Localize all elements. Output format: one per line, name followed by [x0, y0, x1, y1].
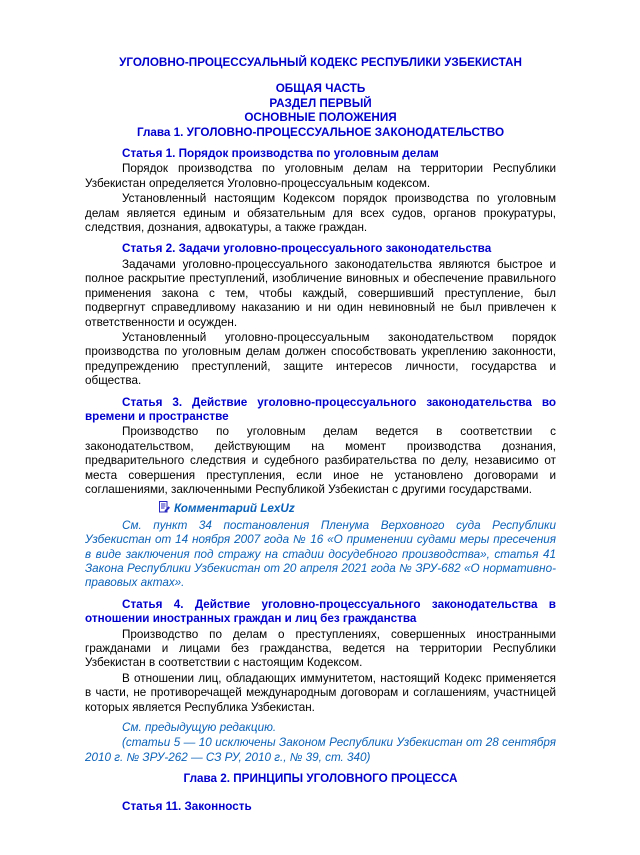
chapter-2-heading: Глава 2. ПРИНЦИПЫ УГОЛОВНОГО ПРОЦЕССА: [183, 772, 458, 786]
article-2-heading: Статья 2. Задачи уголовно-процессуального законодательства: [122, 242, 492, 256]
excluded-articles-note-link[interactable]: (статьи 5 — 10 исключены Законом Республики Узбекистан от 28 сентября 2010 г. № ЗРУ-262 — СЗ РУ, 2010 г., № 39, ст. 340): [85, 736, 556, 764]
article-2-paragraph-2: Установленный уголовно-процессуальным законодательством порядок производства по уголовным делам должен способствовать укреплению законности, предупреждению преступлений, защите интересов личности, государства и общества.: [85, 330, 556, 388]
article-1-paragraph-2: Установленный настоящим Кодексом порядок производства по уголовным делам является единым и обязательным для всех судов, органов прокуратуры, следствия, дознания, адвокатуры, а также граждан.: [85, 192, 556, 235]
article-4-paragraph-1: Производство по делам о преступлениях, совершенных иностранными гражданами и лицами без гражданства, ведется на территории Республики Узбекистан в соответствии с настоящим Кодексом.: [85, 627, 556, 670]
section-title-heading: ОСНОВНЫЕ ПОЛОЖЕНИЯ: [244, 111, 397, 125]
comment-citation-link[interactable]: См. пункт 34 постановления Пленума Верховного суда Республики Узбекистан от 14 ноября 2007 года № 16 «О применении судами меры пресечения в виде заключения под стражу на стадии досудебного производства», статья 41 Закона Республики Узбекистан от 20 апреля 2021 года № ЗРУ-682 «О нормативно-правовых актах».: [85, 518, 556, 590]
article-2-paragraph-1: Задачами уголовно-процессуального законодательства являются быстрое и полное раскрытие преступлений, изобличение виновных и обеспечение правильного применения закона с тем, чтобы каждый, совершивший преступление, был подвергнут справедливому наказанию и ни один невиновный не был привлечен к ответственности и осужден.: [85, 257, 556, 329]
see-previous-revision-link[interactable]: См. предыдущую редакцию.: [122, 721, 277, 735]
comment-label-text: Комментарий LexUz: [174, 502, 295, 516]
comment-note-icon: [122, 501, 170, 517]
article-4-paragraph-2: В отношении лиц, обладающих иммунитетом, настоящий Кодекс применяется в части, не противоречащей международным договорам и соглашениям, участницей которых является Республика Узбекистан.: [85, 671, 556, 714]
article-4-heading: Статья 4. Действие уголовно-процессуального законодательства в отношении иностранных граждан и лиц без гражданства: [85, 597, 556, 626]
part-heading: ОБЩАЯ ЧАСТЬ: [275, 82, 366, 96]
lexuz-comment-link[interactable]: [85, 501, 556, 517]
document-title: УГОЛОВНО-ПРОЦЕССУАЛЬНЫЙ КОДЕКС РЕСПУБЛИКИ УЗБЕКИСТАН: [119, 56, 522, 69]
article-3-heading: Статья 3. Действие уголовно-процессуального законодательства во времени и пространстве: [85, 395, 556, 423]
article-1-heading: Статья 1. Порядок производства по уголовным делам: [122, 147, 439, 161]
article-11-heading: Статья 11. Законность: [122, 799, 252, 813]
article-1-paragraph-1: Порядок производства по уголовным делам на территории Республики Узбекистан определяется Уголовно-процессуальным кодексом.: [85, 162, 556, 190]
article-3-paragraph-1: Производство по уголовным делам ведется в соответствии с законодательством, действующим на момент производства дознания, предварительного следствия и судебного разбирательства по делу, независимо от места совершения преступления, если иное не установлено договорами и соглашениями, заключенными Республикой Узбекистан с другими государствами.: [85, 425, 556, 496]
section-heading: РАЗДЕЛ ПЕРВЫЙ: [269, 96, 372, 110]
chapter-1-heading: Глава 1. УГОЛОВНО-ПРОЦЕССУАЛЬНОЕ ЗАКОНОДАТЕЛЬСТВО: [136, 125, 505, 139]
